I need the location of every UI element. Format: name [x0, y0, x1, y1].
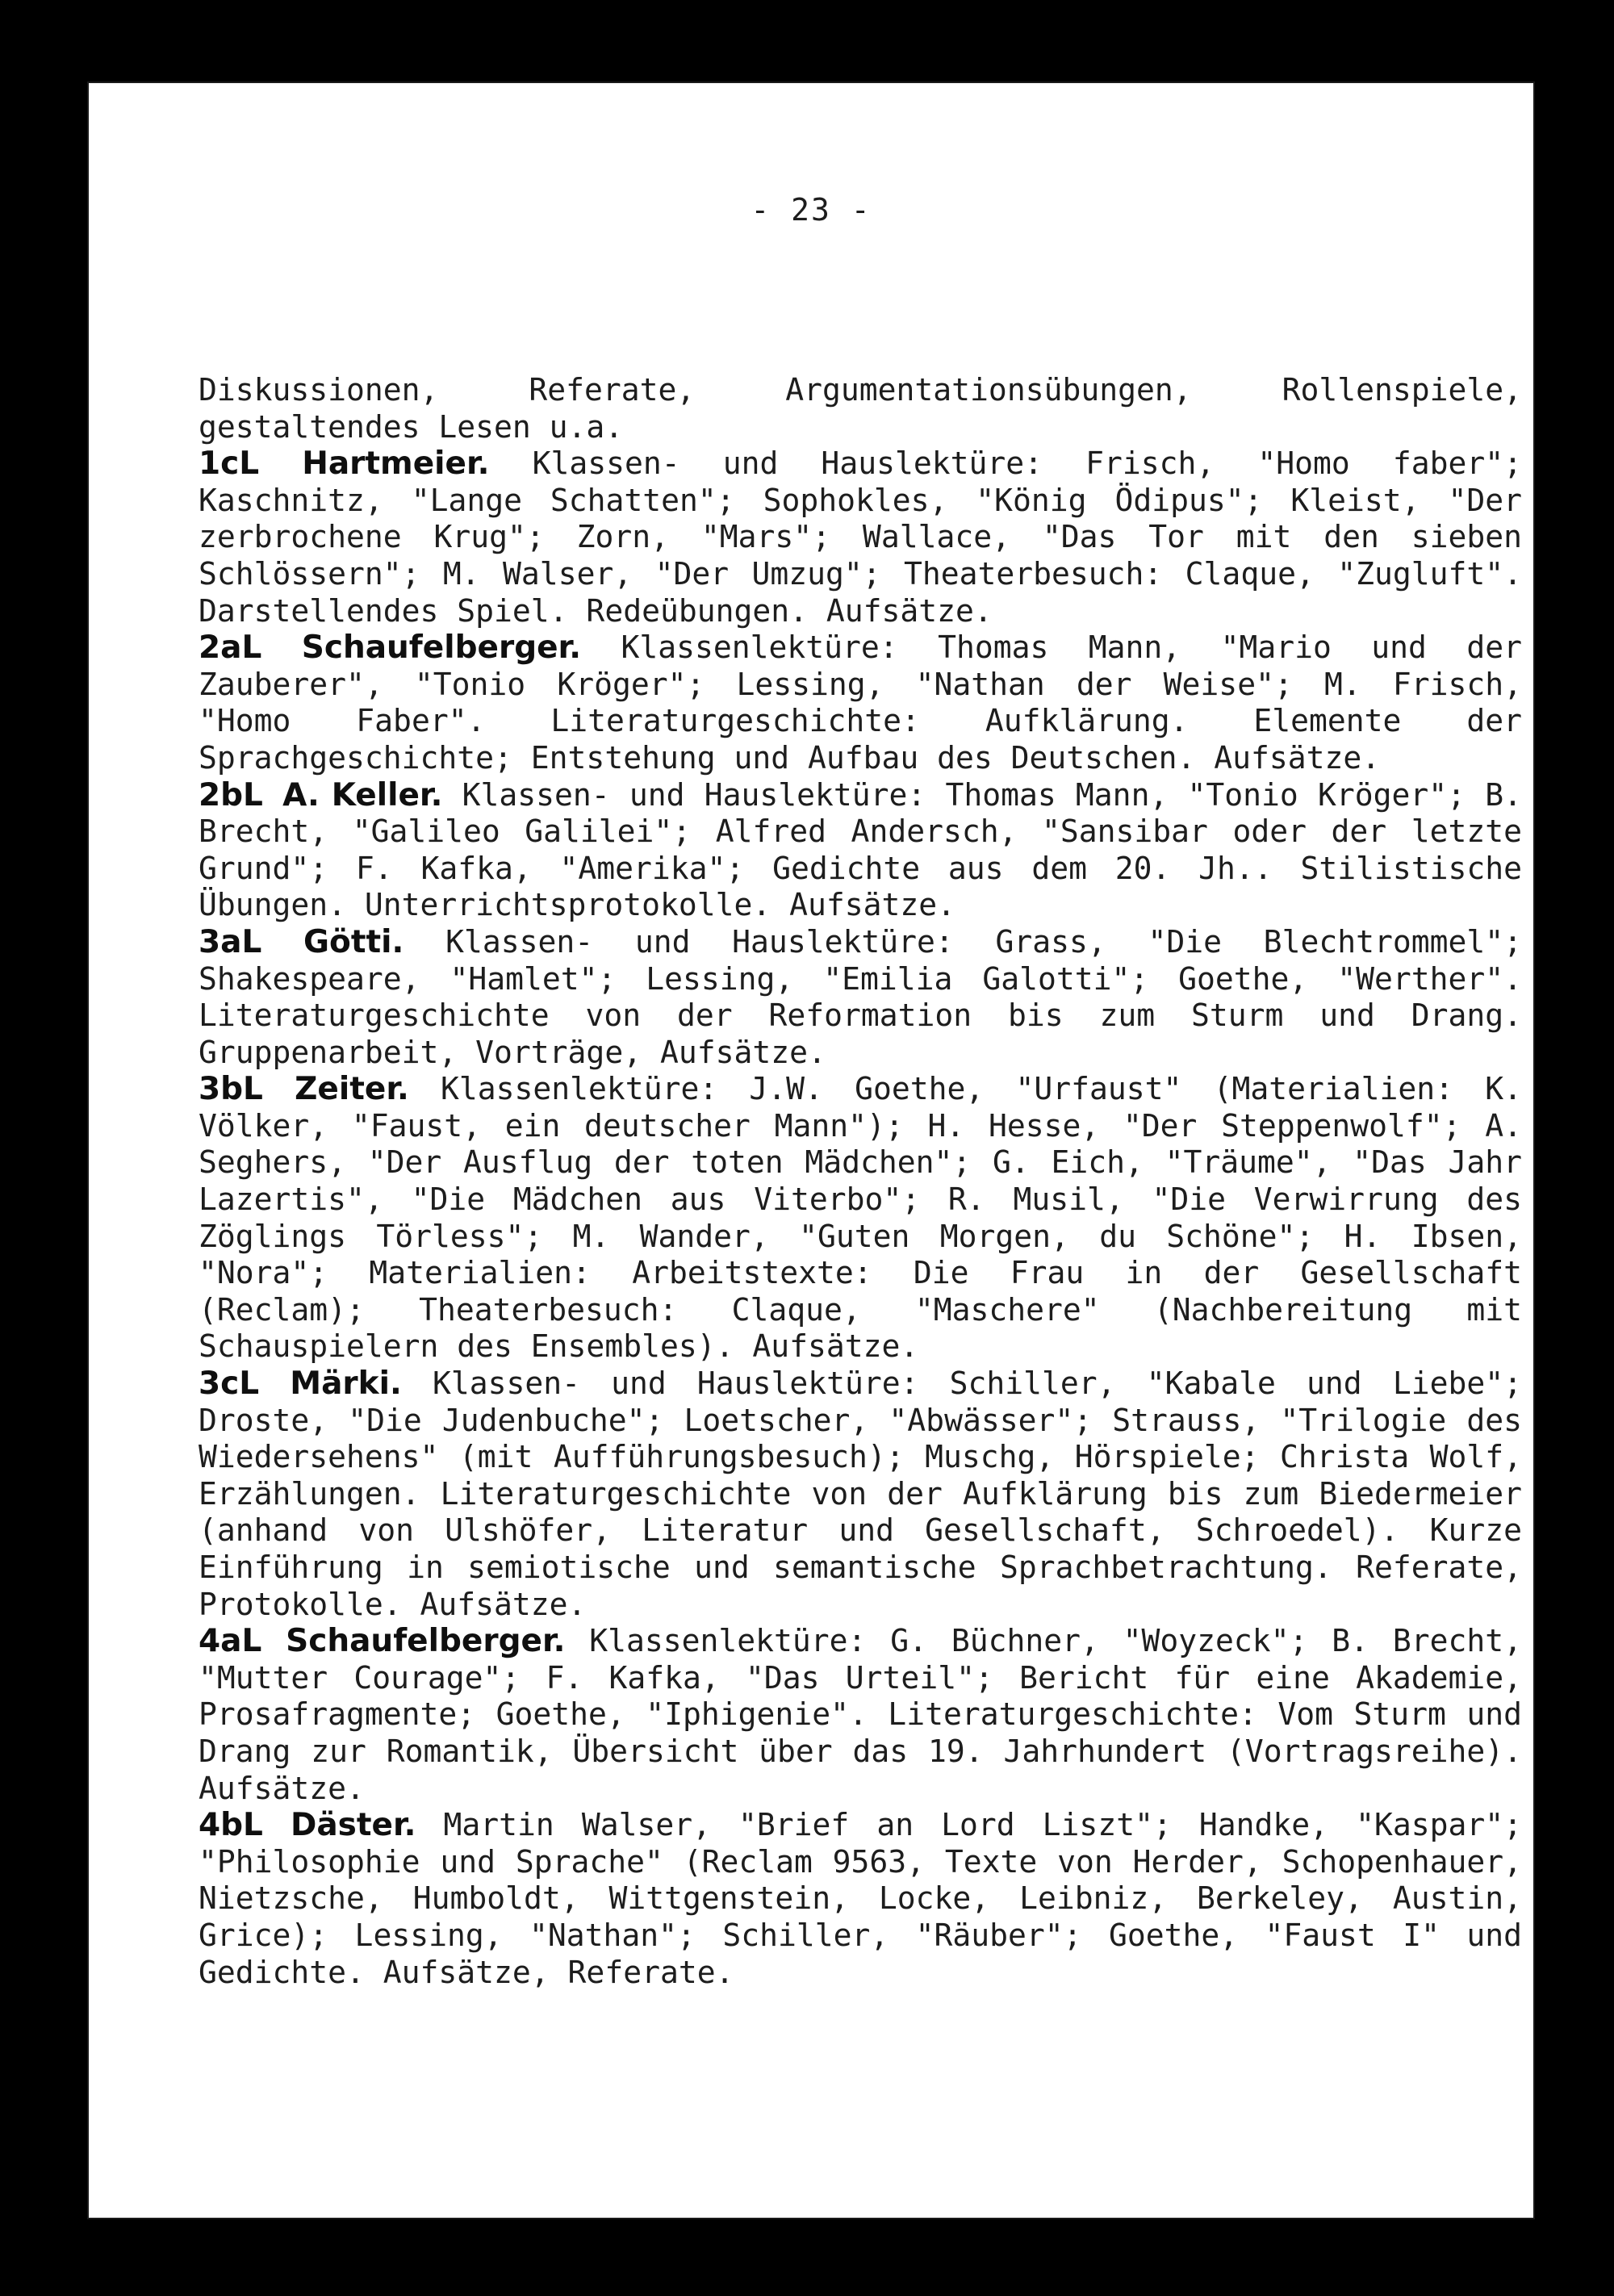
body-text — [199, 372, 1522, 1991]
entry-4bl — [199, 1807, 1522, 1991]
teacher-name: Hartmeier. — [302, 445, 490, 483]
entry-text: Martin Walser, "Brief an Lord Liszt"; Handke, "Kaspar"; "Philosophie und Sprache" (Reclam 9563, Texte von Herder, Schopenhauer, Nietzsche, Humboldt, Wittgenstein, Locke, Leibniz, Berkeley, Austin, Grice); Lessing, "Nathan"; Schiller, "Räuber"; Goethe, "Faust I" und Gedichte. Aufsätze, Referate. — [199, 1807, 1522, 1990]
teacher-name: Zeiter. — [295, 1071, 409, 1108]
entry-text: Klassenlektüre: G. Büchner, "Woyzeck"; B. Brecht, "Mutter Courage"; F. Kafka, "Das Urteil"; Bericht für eine Akademie, Prosafragmente; Goethe, "Iphigenie". Literaturgeschichte: Vom Sturm und Drang zur Romantik, Übersicht über das 19. Jahrhundert (Vortragsreihe). Aufsätze. — [199, 1623, 1522, 1806]
entry-text: Klassen- und Hauslektüre: Grass, "Die Blechtrommel"; Shakespeare, "Hamlet"; Lessing, "Emilia Galotti"; Goethe, "Werther". Literaturgeschichte von der Reformation bis zum Sturm und Drang. Gruppenarbeit, Vorträge, Aufsätze. — [199, 923, 1522, 1070]
class-code: 2aL — [199, 629, 262, 667]
entry-text: Klassenlektüre: Thomas Mann, "Mario und der Zauberer", "Tonio Kröger"; Lessing, "Nathan der Weise"; M. Frisch, "Homo Faber". Literaturgeschichte: Aufklärung. Elemente der Sprachgeschichte; Entstehung und Aufbau des Deutschen. Aufsätze. — [199, 629, 1522, 776]
class-code: 4aL — [199, 1623, 262, 1660]
entry-text: Klassenlektüre: J.W. Goethe, "Urfaust" (Materialien: K. Völker, "Faust, ein deutscher Mann"); H. Hesse, "Der Steppenwolf"; A. Seghers, "Der Ausflug der toten Mädchen"; G. Eich, "Träume", "Das Jahr Lazertis", "Die Mädchen aus Viterbo"; R. Musil, "Die Verwirrung des Zöglings Törless"; M. Wander, "Guten Morgen, du Schöne"; H. Ibsen, "Nora"; Materialien: Arbeitstexte: Die Frau in der Gesellschaft (Reclam); Theaterbesuch: Claque, "Maschere" (Nachbereitung mit Schauspielern des Ensembles). Aufsätze. — [199, 1071, 1522, 1365]
entry-3al — [199, 924, 1522, 1071]
intro-paragraph: Diskussionen, Referate, Argumentationsübungen, Rollenspiele, gestaltendes Lesen u.a. — [199, 372, 1522, 445]
page-number: - 23 - — [751, 192, 872, 228]
entry-2al — [199, 629, 1522, 776]
class-code: 3cL — [199, 1365, 260, 1403]
document-page — [89, 83, 1533, 2218]
entry-3cl — [199, 1365, 1522, 1623]
entry-3bl — [199, 1071, 1522, 1365]
entry-text: Klassen- und Hauslektüre: Frisch, "Homo faber"; Kaschnitz, "Lange Schatten"; Sophokles, "König Ödipus"; Kleist, "Der zerbrochene Krug"; Zorn, "Mars"; Wallace, "Das Tor mit den sieben Schlössern"; M. Walser, "Der Umzug"; Theaterbesuch: Claque, "Zugluft". Darstellendes Spiel. Redeübungen. Aufsätze. — [199, 445, 1522, 629]
entry-1cl — [199, 445, 1522, 629]
entry-2bl — [199, 777, 1522, 924]
entry-text: Klassen- und Hauslektüre: Thomas Mann, "Tonio Kröger"; B. Brecht, "Galileo Galilei"; Alfred Andersch, "Sansibar oder der letzte Grund"; F. Kafka, "Amerika"; Gedichte aus dem 20. Jh.. Stilistische Übungen. Unterrichtsprotokolle. Aufsätze. — [199, 776, 1522, 923]
class-code: 3aL — [199, 923, 262, 960]
entry-4al — [199, 1623, 1522, 1807]
teacher-name: A. Keller. — [282, 776, 443, 813]
class-code: 3bL — [199, 1071, 263, 1108]
teacher-name: Schaufelberger. — [286, 1623, 566, 1660]
class-code: 1cL — [199, 445, 260, 483]
teacher-name: Schaufelberger. — [301, 629, 582, 667]
class-code: 2bL — [199, 776, 263, 813]
teacher-name: Däster. — [290, 1807, 416, 1844]
class-code: 4bL — [199, 1807, 263, 1844]
entry-text: Klassen- und Hauslektüre: Schiller, "Kabale und Liebe"; Droste, "Die Judenbuche"; Loetscher, "Abwässer"; Strauss, "Trilogie des Wiedersehens" (mit Aufführungsbesuch); Muschg, Hörspiele; Christa Wolf, Erzählungen. Literaturgeschichte von der Aufklärung bis zum Biedermeier (anhand von Ulshöfer, Literatur und Gesellschaft, Schroedel). Kurze Einführung in semiotische und semantische Sprachbetrachtung. Referate, Protokolle. Aufsätze. — [199, 1365, 1522, 1622]
teacher-name: Götti. — [303, 923, 404, 960]
teacher-name: Märki. — [290, 1365, 402, 1403]
